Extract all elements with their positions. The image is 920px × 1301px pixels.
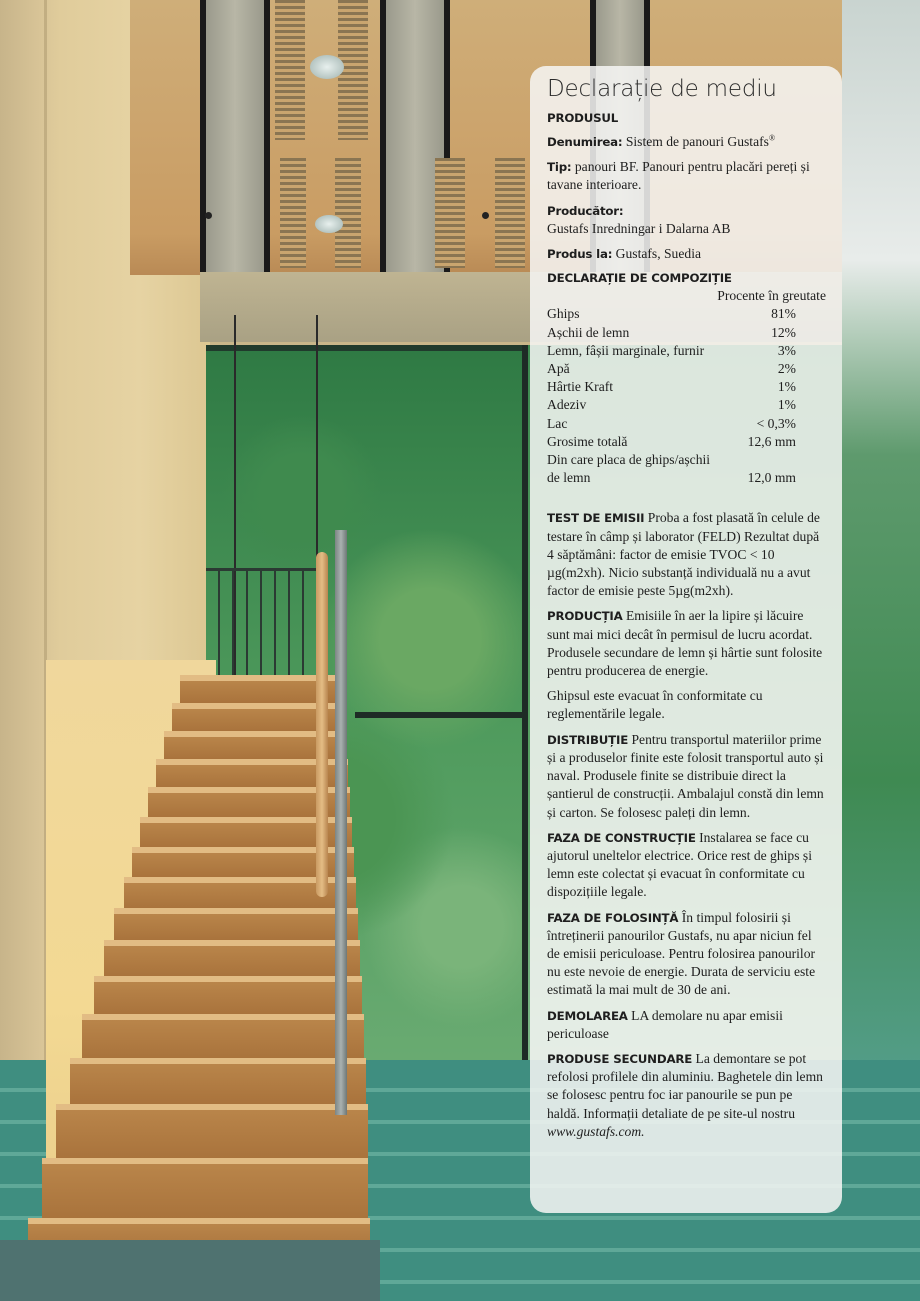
section-label: TEST DE EMISII [547,511,645,526]
stair-step [56,1104,368,1159]
stair-step [114,908,358,941]
ceiling-vent [435,158,465,268]
composition-row [547,469,826,487]
row-value: 12,6 mm [747,433,796,449]
composition-row [547,378,826,396]
section-text: Emisiile în aer la lipire și lăcuire sunt mai mici decât în permisul de lucru acordat. Produsele secundare de lemn și hârtie sunt folosite pentru producerea de energie. [547,608,823,679]
panel-title: Declarație de mediu [547,76,777,102]
composition-table [547,287,826,487]
section-text: Pentru transportul materiilor prime și a produselor finite este folosit transportul auto și naval. Produsele finite se distribuie direct la șantierul de construcții. Ambalajul constă din lemn și carton. Se folosesc paleți din lemn. [547,731,824,820]
stair-step [82,1014,364,1059]
row-value: 12% [771,324,796,340]
product-name [547,133,826,151]
row-name: Din care placa de ghips/așchii [547,452,711,468]
row-name: Ghips [547,306,580,322]
metal-rail-post [335,530,347,1115]
ceiling-vent [495,158,525,268]
floor-shadow [0,1240,380,1301]
row-name: Apă [547,361,570,377]
row-value: 3% [777,342,796,358]
window-mullion [522,345,528,1065]
section-label: FAZA DE CONSTRUCȚIE [547,830,696,845]
stair-step [70,1058,366,1105]
section-gypsum-disposal [547,687,826,723]
field-label: Tip: [547,160,572,175]
field-label: Produs la: [547,247,613,262]
field-label: Denumirea: [547,135,623,149]
composition-row [547,342,826,360]
row-name: Lemn, fâșii marginale, furnir [547,342,705,358]
website-link[interactable]: www.gustafs.com. [547,1123,645,1139]
row-value: 81% [771,306,796,322]
composition-row [547,433,826,451]
ceiling-lamp [315,215,343,233]
ceiling-beam [200,0,270,272]
window-transom [355,712,525,718]
row-name: Așchii de lemn [547,324,630,340]
composition-column-header: Procente în greutate [717,288,826,304]
section-production [547,607,826,680]
section-usage-phase [547,909,826,1000]
composition-row [547,415,826,433]
field-value: Sistem de panouri Gustafs [625,134,769,149]
balustrade [206,568,326,676]
ceiling-vent [280,158,306,268]
ceiling-vent [335,158,361,268]
composition-row [547,396,826,414]
section-construction-phase [547,829,826,902]
section-byproducts [547,1050,826,1141]
section-emission-test [547,509,826,600]
row-value: 1% [777,379,796,395]
section-label: PRODUCȚIA [547,609,623,624]
section-demolition [547,1007,826,1043]
manufacturer [547,202,826,238]
field-label: Producător: [547,203,624,218]
row-name: de lemn [547,470,591,486]
field-value: panouri BF. Panouri pentru placări pereți și tavane interioare. [547,159,810,193]
row-name: Grosime totală [547,433,628,449]
composition-row [547,324,826,342]
row-value: 2% [777,361,796,377]
section-distribution [547,731,826,822]
environmental-declaration-panel [530,66,842,1213]
stair-step [42,1158,368,1219]
composition-row [547,360,826,378]
ceiling-vent [275,0,305,140]
section-text: Instalarea se face cu ajutorul uneltelor electrice. Orice rest de ghips și lemn este colectat și evacuat în conformitate cu dispozițiile legale. [547,829,812,900]
section-heading-composition: DECLARAȚIE DE COMPOZIȚIE [547,271,732,286]
section-text: Ghipsul este evacuat în conformitate cu reglementările legale. [547,688,763,722]
section-heading-produsul: PRODUSUL [547,111,619,125]
pendant-cable [316,315,318,565]
section-text: LA demolare nu apar emisii periculoase [547,1007,783,1041]
composition-row [547,305,826,323]
stair-step [94,976,362,1015]
row-value: < 0,3% [756,415,796,431]
registered-mark: ® [768,133,776,143]
composition-row [547,451,826,469]
section-text: În timpul folosirii și întreținerii panourilor Gustafs, nu apar niciun fel de emisii periculoase. Pentru folosirea panourilor nu este nevoie de energie. Durata de serviciu este estimată la mai mult de 30 de ani. [547,909,816,998]
row-name: Lac [547,415,568,431]
section-label: FAZA DE FOLOSINȚĂ [547,910,679,925]
ceiling-light-dot [482,212,489,219]
section-label: DEMOLAREA [547,1008,628,1023]
row-name: Hârtie Kraft [547,379,614,395]
product-type [547,158,826,194]
row-value: 1% [777,397,796,413]
field-value: Gustafs, Suedia [615,246,701,262]
produced-at [547,245,826,263]
section-label: PRODUSE SECUNDARE [547,1051,693,1066]
section-text: La demontare se pot refolosi profilele din aluminiu. Baghetele din lemn se folosesc pentru foc iar panourile se pun pe haldă. Informații detaliate de pe site-ul nostru [547,1050,823,1121]
ceiling-lamp [310,55,344,79]
wooden-handrail [316,552,328,897]
row-name: Adeziv [547,397,587,413]
row-value: 12,0 mm [747,470,796,486]
stair-step [104,940,360,977]
ceiling-light-dot [205,212,212,219]
section-label: DISTRIBUȚIE [547,732,629,747]
section-text: Proba a fost plasată în celule de testare în câmp și laborator (FELD) Rezultat după 4 săptămâni: factor de emisie TVOC < 10 µg(m2xh). Nicio substanță individuală nu a avut factor de emisie peste 5µg(m2xh). [547,510,820,599]
field-value: Gustafs Inredningar i Dalarna AB [547,220,731,236]
